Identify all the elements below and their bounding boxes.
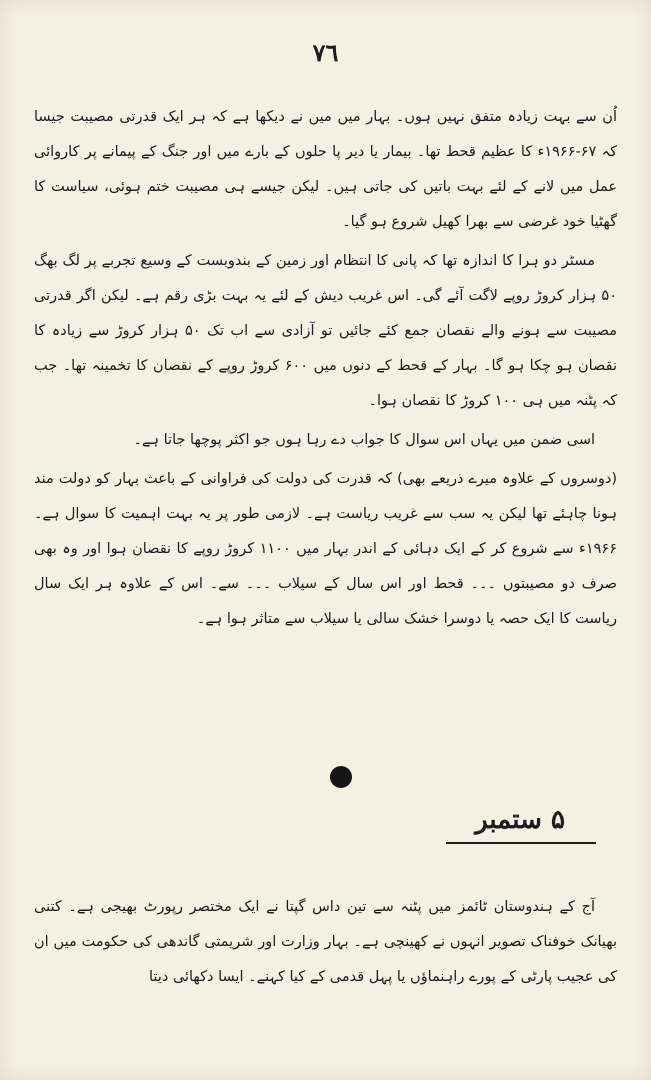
- closing-text: [34, 890, 617, 995]
- paragraph: مسٹر دو ہرا کا اندازہ تھا کہ پانی کا انتظام اور زمین کے بندوبست کے وسیع تجربے پر لگ بھگ ۵۰ ہزار کروڑ روپے لاگت آئے گی۔ اس غریب دیش کے لئے یہ بہت بڑی رقم ہے۔ لیکن اگر قدرتی مصیبت سے ہونے والے نقصان جمع کئے جائیں تو آزادی سے اب تک ۵۰ ہزار کروڑ سے زیادہ کا نقصان ہو چکا ہو گا۔ بہار کے قحط کے دنوں میں ۶۰۰ کروڑ روپے کے نقصان کا تخمینہ تھا۔ جب کہ پٹنہ میں ہی ۱۰۰ کروڑ کا نقصان ہوا۔: [34, 253, 617, 409]
- paragraph: (دوسروں کے علاوہ میرے ذریعے بھی) کہ قدرت کی دولت کی فراوانی کے باعث بہار کو دولت مند ہونا چاہئے تھا لیکن یہ سب سے غریب ریاست ہے۔ لازمی طور پر یہ بہت اہمیت کا سوال ہے۔ ۱۹۶۶ء سے شروع کر کے ایک دہائی کے اندر بہار میں ۱۱۰۰ کروڑ روپے کا نقصان ہوا اور وہ بھی صرف دو مصیبتوں ۔۔۔ قحط اور اس سال کے سیلاب ۔۔۔ سے۔ اس کے علاوہ ہر ایک سال ریاست کا ایک حصہ یا دوسرا خشک سالی یا سیلاب سے متاثر ہوا ہے۔: [34, 471, 617, 627]
- paragraph: اُن سے بہت زیادہ متفق نہیں ہوں۔ بہار میں میں نے دیکھا ہے کہ ہر ایک قدرتی مصیبت جیسا کہ ۶۷-۱۹۶۶ء کا عظیم قحط تھا۔ بیمار یا دیر پا حلوں کے بارے میں اور جنگ کے پیمانے پر کاروائی عمل میں لانے کے لئے بہت باتیں کی جاتی ہیں۔ لیکن جیسے ہی مصیبت ختم ہوئی، سیاست کا گھٹیا خود غرضی سے بھرا کھیل شروع ہو گیا۔: [34, 109, 617, 230]
- closing-paragraph: آج کے ہندوستان ٹائمز میں پٹنہ سے تین داس گپتا نے ایک مختصر رپورٹ بھیجی ہے۔ کتنی بھیانک خوفناک تصویر انہوں نے کھینچی ہے۔ بہار وزارت اور شریمتی گاندھی کی حکومت میں ان کی عجیب پارٹی کے پورے راہنماؤں یا پہل قدمی کے کیا کہنے۔ ایسا دکھائی دیتا: [34, 899, 617, 985]
- main-text: [34, 100, 617, 637]
- paragraph: اسی ضمن میں یہاں اس سوال کا جواب دے رہا ہوں جو اکثر پوچھا جاتا ہے۔: [133, 432, 595, 448]
- section-separator-dot: [330, 766, 352, 788]
- date-heading: ۵ ستمبر: [475, 805, 565, 835]
- date-underline: [446, 842, 596, 844]
- page-number: ٧٦: [312, 38, 339, 67]
